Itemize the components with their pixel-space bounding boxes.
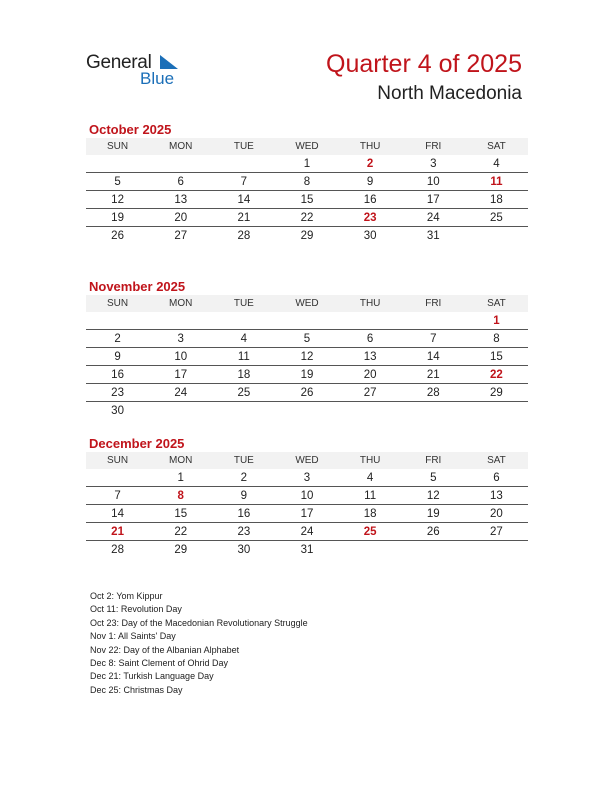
day-cell: 15 [149,505,212,523]
week-row [86,523,528,541]
day-cell: 25 [212,384,275,402]
day-cell: 15 [465,348,528,366]
day-cell: 1 [465,312,528,330]
weekday-header: SUN [86,295,149,312]
logo-general-text: General [86,52,152,73]
day-cell: 17 [275,505,338,523]
day-cell: 15 [275,191,338,209]
weekday-header: FRI [402,295,465,312]
empty-cell [149,312,212,330]
weekday-header: WED [275,452,338,469]
day-cell: 6 [465,469,528,487]
empty-cell [465,227,528,245]
day-cell: 13 [339,348,402,366]
holiday-item: Nov 1: All Saints' Day [90,631,176,642]
weekday-header: THU [339,452,402,469]
holiday-item: Oct 23: Day of the Macedonian Revolutionary Struggle [90,617,308,628]
week-row [86,541,528,559]
holiday-item: Oct 2: Yom Kippur [90,591,163,601]
day-cell: 10 [149,348,212,366]
day-cell: 19 [402,505,465,523]
day-cell: 20 [339,366,402,384]
day-cell: 16 [339,191,402,209]
day-cell: 26 [275,384,338,402]
holiday-list [90,590,308,697]
empty-cell [86,155,149,173]
day-cell: 31 [426,229,440,242]
day-cell: 26 [402,523,465,541]
day-cell: 23 [86,384,149,402]
day-cell: 12 [86,191,149,209]
weekday-header: TUE [212,138,275,155]
weekday-header: MON [149,138,212,155]
day-cell: 22 [275,209,338,227]
empty-cell [339,402,402,420]
month-title: October 2025 [89,122,172,137]
month-title: November 2025 [89,279,186,294]
weekday-header: SUN [86,138,149,155]
day-cell: 19 [275,366,338,384]
week-row [86,330,528,348]
empty-cell [402,312,465,330]
weekday-header: FRI [402,452,465,469]
day-cell: 25 [465,209,528,227]
day-cell: 4 [339,469,402,487]
day-cell: 16 [212,505,275,523]
day-cell: 28 [402,384,465,402]
weekday-header: TUE [212,295,275,312]
day-cell: 13 [465,487,528,505]
week-row [86,469,528,487]
holiday-item: Dec 21: Turkish Language Day [90,671,214,682]
day-cell: 27 [465,523,528,541]
day-cell: 29 [300,229,314,242]
day-cell: 6 [149,173,212,191]
day-cell: 27 [339,384,402,402]
day-cell: 19 [86,209,149,227]
weekday-header: MON [149,295,212,312]
month-grid [86,452,528,558]
day-cell: 18 [465,191,528,209]
weekday-header: SAT [465,138,528,155]
day-cell: 17 [402,191,465,209]
day-cell: 30 [363,229,377,242]
week-row [86,366,528,384]
day-cell: 2 [339,155,402,173]
empty-cell [465,541,528,559]
holiday-item: Dec 25: Christmas Day [90,684,183,695]
weekday-header: WED [275,295,338,312]
week-row [86,312,528,330]
day-cell: 14 [212,191,275,209]
day-cell: 22 [149,523,212,541]
empty-cell [212,155,275,173]
day-cell: 20 [465,505,528,523]
day-cell: 3 [149,330,212,348]
weekday-header: SAT [465,295,528,312]
week-row [86,384,528,402]
page-title: Quarter 4 of 2025 [326,50,522,78]
empty-cell [275,312,338,330]
day-cell: 11 [339,487,402,505]
logo-flag-icon [160,55,178,69]
week-row [86,173,528,191]
day-cell: 13 [149,191,212,209]
day-cell: 7 [212,173,275,191]
day-cell: 5 [275,330,338,348]
day-cell: 25 [339,523,402,541]
day-cell: 23 [339,209,402,227]
day-cell: 18 [339,505,402,523]
weekday-header: SUN [86,452,149,469]
weekday-header: TUE [212,452,275,469]
empty-cell [86,469,149,487]
month-grid [86,138,528,244]
day-cell: 21 [212,209,275,227]
week-row [86,155,528,173]
week-row [86,505,528,523]
logo [86,52,196,90]
day-cell: 29 [465,384,528,402]
empty-cell [212,312,275,330]
month-october [86,121,528,244]
weekday-header: MON [149,452,212,469]
day-cell: 11 [212,348,275,366]
day-cell: 14 [402,348,465,366]
week-row [86,209,528,227]
day-cell: 23 [212,523,275,541]
day-cell: 27 [174,229,188,242]
empty-cell [149,155,212,173]
weekday-header-row [86,138,528,155]
day-cell: 9 [86,348,149,366]
day-cell: 5 [402,469,465,487]
day-cell: 24 [275,523,338,541]
weekday-header-row [86,295,528,312]
weekday-header: THU [339,138,402,155]
day-cell: 18 [212,366,275,384]
day-cell: 8 [149,487,212,505]
empty-cell [402,402,465,420]
day-cell: 14 [86,505,149,523]
week-row [86,227,528,245]
day-cell: 31 [300,543,314,556]
empty-cell [465,402,528,420]
day-cell: 3 [402,155,465,173]
day-cell: 1 [275,155,338,173]
day-cell: 21 [402,366,465,384]
day-cell: 10 [402,173,465,191]
day-cell: 2 [86,330,149,348]
empty-cell [339,312,402,330]
weekday-header: THU [339,295,402,312]
day-cell: 8 [275,173,338,191]
day-cell: 5 [86,173,149,191]
month-december [86,435,528,558]
empty-cell [212,402,275,420]
day-cell: 8 [465,330,528,348]
weekday-header: WED [275,138,338,155]
holiday-item: Dec 8: Saint Clement of Ohrid Day [90,658,229,669]
day-cell: 2 [212,469,275,487]
day-cell: 30 [237,543,251,556]
day-cell: 3 [275,469,338,487]
week-row [86,191,528,209]
week-row [86,487,528,505]
country-name: North Macedonia [377,83,522,104]
day-cell: 28 [111,543,124,556]
month-grid [86,295,528,419]
day-cell: 20 [149,209,212,227]
day-cell: 6 [339,330,402,348]
day-cell: 11 [465,173,528,191]
weekday-header-row [86,452,528,469]
week-row [86,402,528,420]
day-cell: 17 [149,366,212,384]
month-title: December 2025 [89,436,185,451]
week-row [86,348,528,366]
day-cell: 10 [275,487,338,505]
day-cell: 1 [149,469,212,487]
day-cell: 4 [212,330,275,348]
day-cell: 24 [402,209,465,227]
day-cell: 12 [275,348,338,366]
empty-cell [339,541,402,559]
weekday-header: FRI [402,138,465,155]
day-cell: 12 [402,487,465,505]
day-cell: 22 [465,366,528,384]
day-cell: 29 [174,543,188,556]
day-cell: 7 [86,487,149,505]
empty-cell [149,402,212,420]
empty-cell [402,541,465,559]
day-cell: 7 [402,330,465,348]
month-november [86,278,528,419]
empty-cell [86,312,149,330]
holiday-item: Oct 11: Revolution Day [90,604,182,615]
day-cell: 9 [212,487,275,505]
empty-cell [275,402,338,420]
day-cell: 26 [111,229,124,242]
holiday-item: Nov 22: Day of the Albanian Alphabet [90,644,240,655]
logo-blue-text: Blue [140,69,175,88]
day-cell: 21 [86,523,149,541]
day-cell: 16 [86,366,149,384]
day-cell: 4 [465,155,528,173]
day-cell: 24 [149,384,212,402]
day-cell: 9 [339,173,402,191]
weekday-header: SAT [465,452,528,469]
day-cell: 28 [237,229,251,242]
day-cell: 30 [111,404,124,417]
